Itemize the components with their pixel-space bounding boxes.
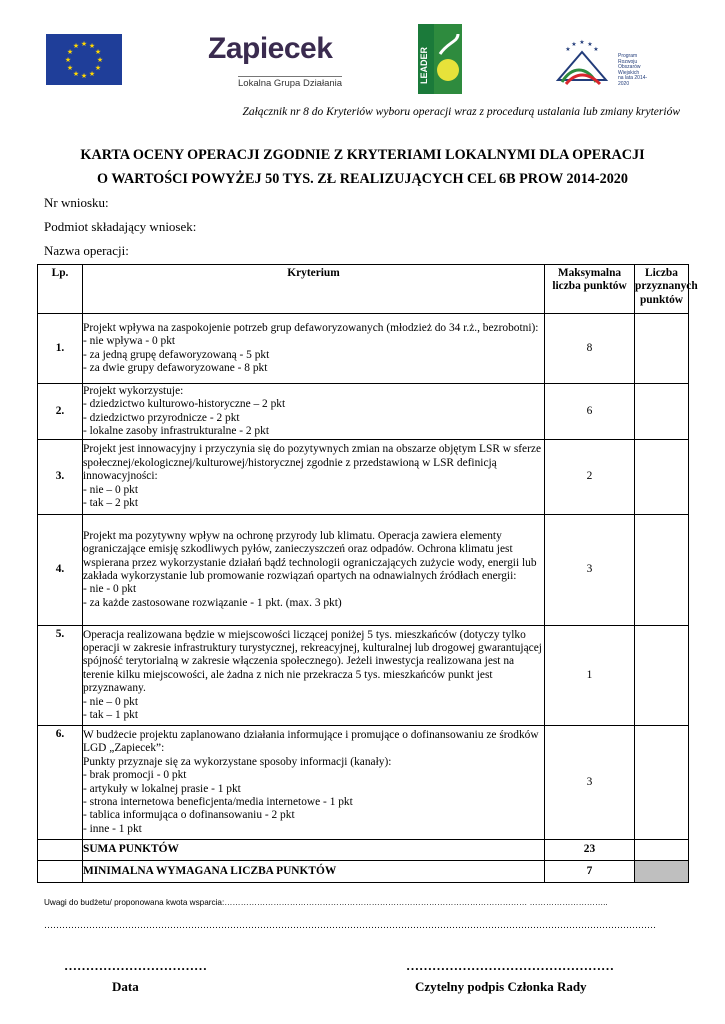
criterion-line: - nie - 0 pkt xyxy=(83,583,137,596)
sum-awarded-cell[interactable] xyxy=(635,840,689,861)
header-awarded-points: Liczba przyznanych punktów xyxy=(635,265,689,314)
criterion-line: Operacja realizowana będzie w miejscowości liczącej poniżej 5 tys. mieszkańców (dotyczy tylko operacji w zakresie infrastruktury turystycznej, rekreacyjnej, kulturalnej lub drogowej gwarantującej spójność terytorialną w zakresie włączenia społecznego). Jeżeli inwestycja realizowana jest na terenie kilku miejscowości, ale żadna z nich nie przekracza 5 tys. mieszkańców punkt jest przyznawany. xyxy=(83,628,542,695)
criterion-line: W budżecie projektu zaplanowano działania informujące i promujące o dofinansowaniu ze środków LGD „Zapiecek”: xyxy=(83,728,539,755)
table-row xyxy=(38,314,689,384)
criterion-line: - strona internetowa beneficjenta/media internetowe - 1 pkt xyxy=(83,795,353,808)
applicant-field: Podmiot składający wniosek: xyxy=(44,219,197,234)
annex-note: Załącznik nr 8 do Kryteriów wyboru operacji wraz z procedurą ustalania lub zmiany kryteriów xyxy=(242,106,680,118)
criterion-line: - za jedną grupę defaworyzowaną - 5 pkt xyxy=(83,348,270,361)
criterion-line: - inne - 1 pkt xyxy=(83,822,142,835)
min-value: 7 xyxy=(545,861,635,883)
row-number: 4. xyxy=(38,515,83,626)
svg-text:★: ★ xyxy=(94,48,102,56)
criterion-line: Punkty przyznaje się za wykorzystane sposoby informacji (kanały): xyxy=(83,755,392,768)
budget-notes-line: Uwagi do budżetu/ proponowana kwota wsparcia:………………………………………………………………………………………………… ……………………….. xyxy=(44,898,608,907)
criterion-line: Projekt wykorzystuje: xyxy=(83,384,184,397)
table-row xyxy=(38,626,689,726)
criterion-cell xyxy=(83,726,545,840)
svg-text:★: ★ xyxy=(66,48,74,56)
leader-logo xyxy=(418,24,462,94)
min-awarded-cell-disabled xyxy=(635,861,689,883)
eu-flag-icon xyxy=(46,34,122,85)
awarded-points-cell[interactable] xyxy=(635,440,689,515)
page-title-line2: O WARTOŚCI POWYŻEJ 50 TYS. ZŁ REALIZUJĄCYCH CEL 6B PROW 2014-2020 xyxy=(97,171,628,187)
member-signature-line: ………………………………………… xyxy=(406,958,614,973)
criterion-cell xyxy=(83,626,545,726)
application-number-field: Nr wniosku: xyxy=(44,195,109,210)
row-number: 1. xyxy=(38,314,83,384)
criterion-cell xyxy=(83,515,545,626)
svg-text:★: ★ xyxy=(593,46,599,53)
page-title-line1: KARTA OCENY OPERACJI ZGODNIE Z KRYTERIAMI LOKALNYMI DLA OPERACJI xyxy=(80,147,645,163)
leader-text: LEADER xyxy=(419,46,429,84)
criterion-line: - artykuły w lokalnej prasie - 1 pkt xyxy=(83,782,241,795)
criterion-line: - nie – 0 pkt xyxy=(83,483,139,496)
criterion-line: - dziedzictwo przyrodnicze - 2 pkt xyxy=(83,411,240,424)
min-row xyxy=(38,861,689,883)
row-number: 3. xyxy=(38,440,83,515)
svg-text:★: ★ xyxy=(72,42,80,50)
min-lp-cell xyxy=(38,861,83,883)
table-row xyxy=(38,515,689,626)
svg-text:★: ★ xyxy=(565,46,571,53)
header-lp: Lp. xyxy=(38,265,83,314)
table-row xyxy=(38,440,689,515)
awarded-points-cell[interactable] xyxy=(635,626,689,726)
criterion-line: - nie – 0 pkt xyxy=(83,695,139,708)
criterion-line: Projekt ma pozytywny wpływ na ochronę przyrody lub klimatu. Operacja zawiera elementy ograniczające emisję szkodliwych pyłów, zanieczyszczeń oraz odpadów. Ochrona klimatu jest wspierana przez wykorzystanie działań bądź technologii ograniczających zużycie wody, energii lub zakłada wykorzystanie lub promowanie rozwiązań opartych na odnawialnych źródłach energii: xyxy=(83,529,537,582)
criterion-line: - lokalne zasoby infrastrukturalne - 2 pkt xyxy=(83,424,269,437)
max-points: 8 xyxy=(545,314,635,384)
svg-text:★: ★ xyxy=(96,56,104,64)
svg-text:★: ★ xyxy=(94,64,102,72)
max-points: 2 xyxy=(545,440,635,515)
notes-dotted-line: …………………………………………………………………………………………………………………………………………………………………………………… xyxy=(44,920,656,930)
criterion-line: - brak promocji - 0 pkt xyxy=(83,769,187,782)
lgd-zapiecek-logo xyxy=(208,32,348,98)
criterion-cell xyxy=(83,384,545,440)
row-number: 6. xyxy=(38,726,83,840)
date-label: Data xyxy=(112,979,139,994)
member-signature-label: Czytelny podpis Członka Rady xyxy=(415,979,587,994)
svg-text:★: ★ xyxy=(64,56,72,64)
sum-lp-cell xyxy=(38,840,83,861)
criterion-line: - za każde zastosowane rozwiązanie - 1 pkt. (max. 3 pkt) xyxy=(83,596,342,609)
table-row xyxy=(38,384,689,440)
criterion-cell xyxy=(83,440,545,515)
criterion-line: - nie wpływa - 0 pkt xyxy=(83,335,176,348)
date-signature-line: …………………………… xyxy=(64,958,207,973)
row-number: 2. xyxy=(38,384,83,440)
sum-value: 23 xyxy=(545,840,635,861)
header-criterion: Kryterium xyxy=(83,265,545,314)
lgd-name: Zapiecek xyxy=(208,32,333,65)
table-row xyxy=(38,726,689,840)
svg-text:★: ★ xyxy=(579,39,585,46)
prow-logo xyxy=(552,36,652,92)
max-points: 6 xyxy=(545,384,635,440)
svg-text:★: ★ xyxy=(80,72,88,80)
header-max-points: Maksymalna liczba punktów xyxy=(545,265,635,314)
sum-row xyxy=(38,840,689,861)
logo-bar xyxy=(0,22,725,100)
operation-name-field: Nazwa operacji: xyxy=(44,243,129,258)
criterion-line: - dziedzictwo kulturowo-historyczne – 2 pkt xyxy=(83,398,286,411)
min-label: MINIMALNA WYMAGANA LICZBA PUNKTÓW xyxy=(83,861,545,883)
svg-text:★: ★ xyxy=(587,41,593,48)
lgd-subtitle: Lokalna Grupa Działania xyxy=(238,78,343,89)
row-number: 5. xyxy=(38,626,83,726)
awarded-points-cell[interactable] xyxy=(635,726,689,840)
criterion-line: - tablica informująca o dofinansowaniu - 2 pkt xyxy=(83,809,295,822)
prow-caption: Program Rozwoju Obszarów Wiejskich na lata 2014-2020 xyxy=(618,53,648,87)
max-points: 1 xyxy=(545,626,635,726)
awarded-points-cell[interactable] xyxy=(635,384,689,440)
awarded-points-cell[interactable] xyxy=(635,314,689,384)
criterion-line: - tak – 1 pkt xyxy=(83,709,139,722)
table-header-row xyxy=(38,265,689,314)
sum-label: SUMA PUNKTÓW xyxy=(83,840,545,861)
svg-text:★: ★ xyxy=(66,64,74,72)
svg-text:★: ★ xyxy=(571,41,577,48)
criterion-cell xyxy=(83,314,545,384)
max-points: 3 xyxy=(545,515,635,626)
criterion-line: Projekt jest innowacyjny i przyczynia się do pozytywnych zmian na obszarze objętym LSR w sferze społecznej/ekologicznej/kulturowej/historycznej zgodnie z przedstawioną w LSR definicją innowacyjności: xyxy=(83,443,542,483)
criterion-line: - za dwie grupy defaworyzowane - 8 pkt xyxy=(83,361,268,374)
svg-text:★: ★ xyxy=(72,70,80,78)
criteria-table xyxy=(37,264,698,883)
svg-text:★: ★ xyxy=(88,70,96,78)
awarded-points-cell[interactable] xyxy=(635,515,689,626)
max-points: 3 xyxy=(545,726,635,840)
svg-text:★: ★ xyxy=(88,42,96,50)
criterion-line: - tak – 2 pkt xyxy=(83,497,139,510)
criterion-line: Projekt wpływa na zaspokojenie potrzeb grup defaworyzowanych (młodzież do 34 r.ż., bezrobotni): xyxy=(83,321,539,334)
svg-text:★: ★ xyxy=(80,40,88,48)
